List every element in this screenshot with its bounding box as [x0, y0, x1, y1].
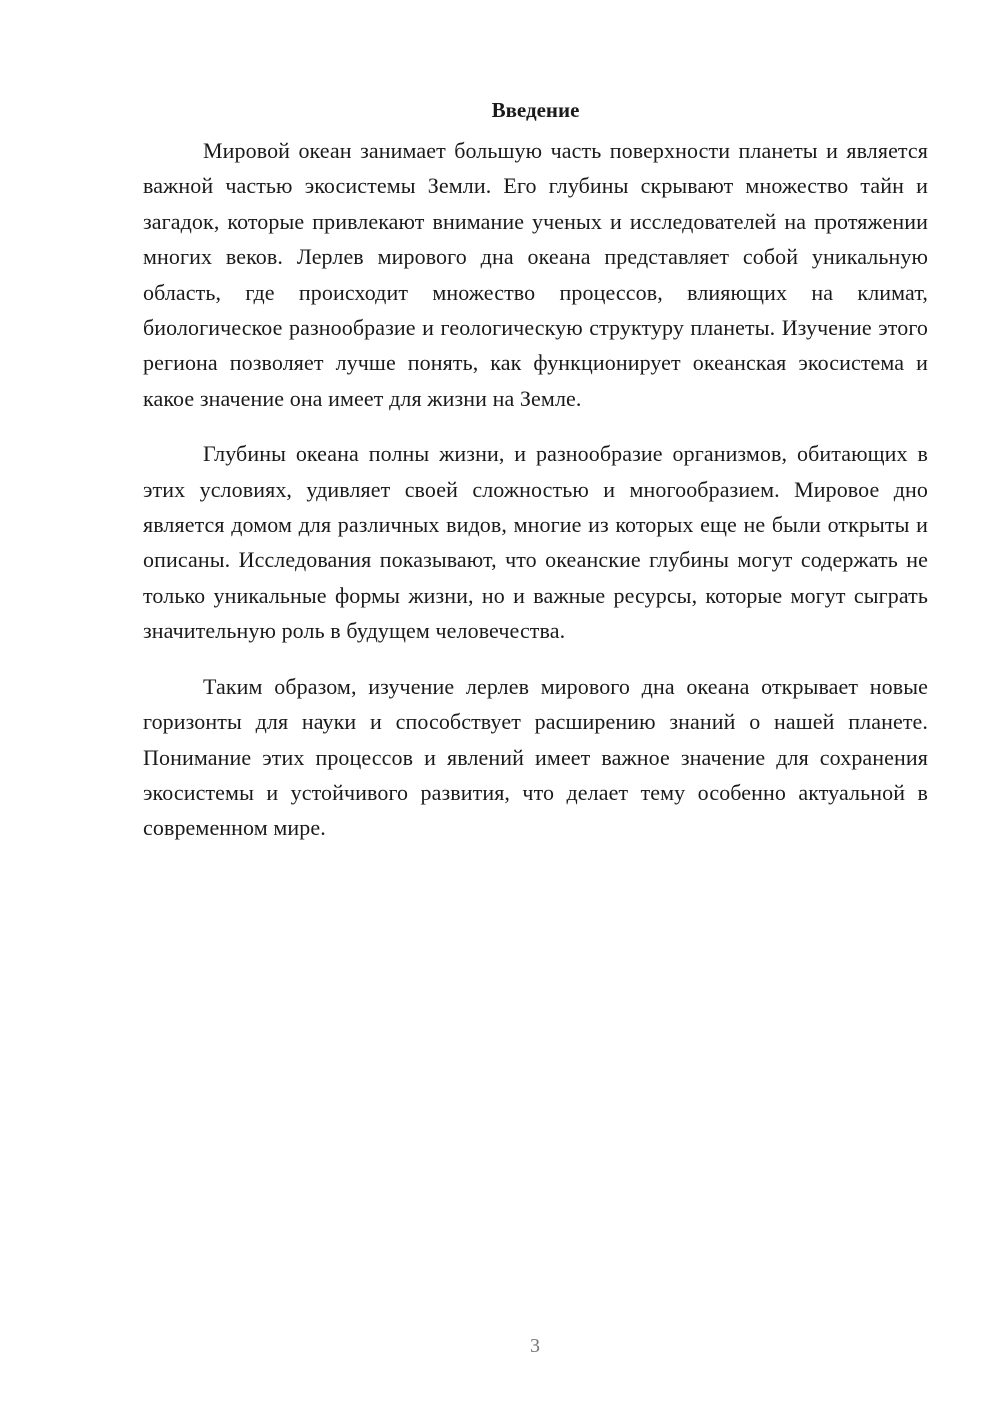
paragraph-2: Глубины океана полны жизни, и разнообразие организмов, обитающих в этих условиях, удивляет своей сложностью и многообразием. Мировое дно является домом для различных видов, многие из которых еще не были открыты и описаны. Исследования показывают, что океанские глубины могут содержать не только уникальные формы жизни, но и важные ресурсы, которые могут сыграть значительную роль в будущем человечества. [143, 441, 928, 644]
section-title: Введение [491, 98, 580, 122]
paragraph-3: Таким образом, изучение лерлев мирового дна океана открывает новые горизонты для науки и способствует расширению знаний о нашей планете. Понимание этих процессов и явлений имеет важное значение для сохранения экосистемы и устойчивого развития, что делает тему особенно актуальной в современном мире. [143, 673, 928, 841]
page-number: 3 [530, 1335, 540, 1357]
page-content [143, 95, 928, 866]
paragraph-1: Мировой океан занимает большую часть поверхности планеты и является важной частью экосистемы Земли. Его глубины скрывают множество тайн и загадок, которые привлекают внимание ученых и исследователей на протяжении многих веков. Лерлев мирового дна океана представляет собой уникальную область, где происходит множество процессов, влияющих на климат, биологическое разнообразие и геологическую структуру планеты. Изучение этого региона позволяет лучше понять, как функционирует океанская экосистема и какое значение она имеет для жизни на Земле. [143, 138, 928, 411]
